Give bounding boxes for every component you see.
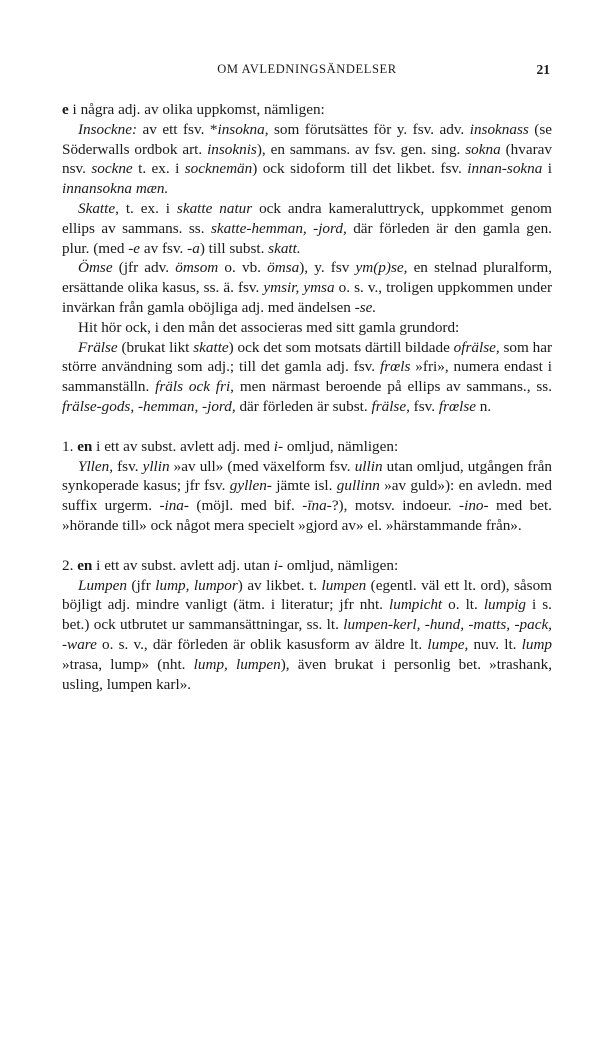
- italic-term: Skatte,: [78, 199, 119, 217]
- text-run: ) ock sidoform till det likbet. fsv.: [252, 160, 468, 178]
- italic-term: insoknis: [207, 140, 257, 158]
- italic-term: lump, lumpen: [193, 655, 281, 673]
- italic-term: i-: [273, 437, 284, 455]
- text-run: (jfr adv.: [112, 259, 176, 277]
- paragraph: [62, 457, 552, 536]
- running-head: OM AVLEDNINGSÄNDELSER: [217, 62, 397, 76]
- italic-term: Lumpen: [78, 576, 127, 594]
- italic-term: lumpen: [321, 576, 367, 594]
- text-run: Hit hör ock, i den mån det associeras med sitt gamla grundord:: [78, 318, 460, 336]
- italic-term: Ömse: [78, 259, 113, 277]
- text-run: (jfr: [126, 576, 156, 594]
- italic-term: lumpen-kerl, -hund, -matts, -pack, -ware: [62, 616, 552, 653]
- text-run: jämte isl.: [271, 477, 337, 495]
- text-run: t. ex. i: [132, 160, 185, 178]
- italic-term: yllin: [142, 457, 170, 475]
- text-run: som förutsättes för y. fsv. adv.: [268, 120, 470, 138]
- italic-term: fräls ock fri,: [155, 378, 234, 396]
- italic-term: insokna,: [217, 120, 269, 138]
- text-run: av ett fsv. *: [137, 120, 218, 138]
- italic-term: skatte natur: [176, 199, 253, 217]
- text-run: (möjl. med bif.: [188, 497, 303, 515]
- body-text: [62, 100, 552, 694]
- text-run: där förleden är subst.: [235, 397, 372, 415]
- text-run: nuv. lt.: [468, 635, 522, 653]
- italic-term: ymsir, ymsa: [263, 279, 335, 297]
- italic-term: gullinn: [336, 477, 380, 495]
- italic-term: lump: [521, 635, 552, 653]
- text-run: fsv.: [409, 397, 439, 415]
- italic-term: -e: [128, 239, 141, 257]
- page-number: 21: [536, 62, 550, 77]
- italic-term: i-: [273, 556, 284, 574]
- paragraph: [62, 199, 552, 258]
- suffix-marker: en: [77, 556, 93, 574]
- text-run: ) till subst.: [199, 239, 269, 257]
- text-run: »av guld»): en avledn. med suffix urgerm.: [62, 477, 552, 515]
- text-run: o. lt.: [442, 596, 484, 614]
- italic-term: -a: [187, 239, 200, 257]
- italic-term: sokna: [465, 140, 501, 158]
- italic-term: lumpe,: [427, 635, 469, 653]
- paragraph: [62, 556, 552, 576]
- italic-term: frälse,: [371, 397, 410, 415]
- text-run: ?), motsv. indoeur.: [331, 497, 460, 515]
- text-run: ) av likbet. t.: [237, 576, 322, 594]
- text-run: som har större användning som adj.; till det gamla adj. fsv.: [62, 338, 553, 376]
- paragraph: [62, 258, 552, 317]
- text-run: n.: [475, 397, 492, 415]
- italic-term: innansokna mæn.: [62, 180, 169, 198]
- text-run: ) ock det som motsats därtill bildade: [228, 338, 454, 356]
- text-run: (se Söderwalls ordbok art.: [62, 120, 552, 158]
- text-run: ), även brukat i personlig bet. »trashank, usling, lumpen karl».: [62, 655, 552, 693]
- text-run: men närmast beroende på ellips av sammans., ss.: [233, 378, 552, 396]
- paragraph: [62, 120, 552, 199]
- italic-term: lumpicht: [389, 596, 443, 614]
- text-run: av fsv.: [140, 239, 188, 257]
- suffix-marker: en: [77, 437, 93, 455]
- italic-term: ömsom: [175, 259, 219, 277]
- text-run: utan omljud, utgången från synkoperade kasus; jfr fsv.: [62, 457, 553, 495]
- italic-term: innan-sokna: [467, 160, 543, 178]
- text-run: omljud, nämligen:: [283, 556, 399, 574]
- text-run: (egentl. väl ett lt. ord), såsom böjligt adj. mindre vanligt (ätm. i literatur; jfr nht.: [62, 576, 552, 614]
- italic-term: skatte: [193, 338, 229, 356]
- italic-term: frœls: [379, 358, 411, 376]
- italic-term: skatt.: [268, 239, 301, 257]
- italic-term: ofrälse,: [453, 338, 500, 356]
- italic-term: lumpig: [483, 596, 527, 614]
- italic-term: -ina-: [159, 497, 189, 515]
- italic-term: Frälse: [78, 338, 118, 356]
- italic-term: ym(p)se,: [355, 259, 408, 277]
- text-run: ), y. fsv: [299, 259, 356, 277]
- paragraph: [62, 318, 552, 338]
- text-run: i ett av subst. avlett adj. utan: [92, 556, 274, 574]
- text-run: i ett av subst. avlett adj. med: [92, 437, 274, 455]
- text-run: med bet. »hörande till» ock något mera specielt »gjord av» el. »härstammande från».: [62, 497, 552, 534]
- text-run: 1.: [62, 437, 78, 455]
- text-run: (brukat likt: [117, 338, 194, 356]
- italic-term: Yllen,: [78, 457, 114, 475]
- italic-term: ullin: [354, 457, 383, 475]
- text-run: o. s. v., där förleden är oblik kasusform av äldre lt.: [96, 635, 428, 653]
- text-run: i: [542, 160, 552, 178]
- text-run: fsv.: [113, 457, 143, 475]
- italic-term: -se.: [354, 298, 377, 316]
- italic-term: sockne: [91, 160, 133, 178]
- text-run: t. ex. i: [118, 199, 177, 217]
- italic-term: lump, lumpor: [155, 576, 238, 594]
- text-run: i s. bet.) ock utbrutet ur sammansättningar, ss. lt.: [62, 596, 552, 634]
- text-run: där förleden är den gamla gen. plur. (med: [62, 219, 552, 257]
- text-run: en stelnad pluralform, ersättande olika kasus, ss. ä. fsv.: [62, 259, 552, 297]
- paragraph: [62, 338, 552, 417]
- text-run: »trasa, lump» (nht.: [62, 655, 194, 673]
- text-run: (hvarav nsv.: [62, 140, 552, 178]
- italic-term: socknemän: [184, 160, 253, 178]
- paragraph: [62, 437, 552, 457]
- italic-term: insoknass: [469, 120, 529, 138]
- text-run: ), en sammans. av fsv. gen. sing.: [256, 140, 466, 158]
- paragraph: [62, 576, 552, 695]
- text-run: o. s. v., troligen uppkommen under invärkan från gamla oböjliga adj. med ändelsen: [62, 279, 553, 316]
- italic-term: Insockne:: [78, 120, 138, 138]
- text-run: omljud, nämligen:: [283, 437, 399, 455]
- text-run: 2.: [62, 556, 78, 574]
- italic-term: frœlse: [438, 397, 476, 415]
- italic-term: -ino-: [459, 497, 489, 515]
- italic-term: gyllen-: [229, 477, 272, 495]
- page-header: [62, 62, 552, 82]
- italic-term: -īna-: [302, 497, 332, 515]
- paragraph: [62, 100, 552, 120]
- italic-term: skatte-hemman, -jord,: [210, 219, 347, 237]
- text-run: ock andra kameraluttryck, uppkommet genom ellips av sammans. ss.: [62, 199, 552, 237]
- text-run: o. vb.: [218, 259, 268, 277]
- text-run: i några adj. av olika uppkomst, nämligen:: [68, 101, 325, 118]
- suffix-marker: e: [62, 101, 69, 118]
- text-run: »fri», numera endast i sammanställn.: [62, 358, 552, 396]
- text-run: »av ull» (med växelform fsv.: [169, 457, 355, 475]
- italic-term: frälse-gods, -hemman, -jord,: [62, 397, 236, 415]
- italic-term: ömsa: [267, 259, 300, 277]
